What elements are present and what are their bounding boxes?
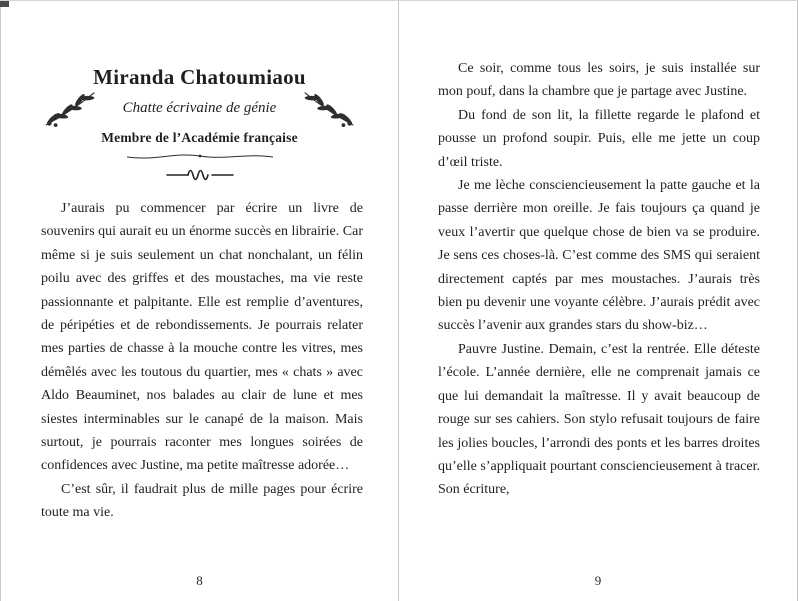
chapter-subtitle: Chatte écrivaine de génie: [122, 100, 277, 116]
paragraph: Pauvre Justine. Demain, c’est la rentrée. Elle déteste l’école. L’année dernière, elle ne comprenait jamais ce que lui demandait la maîtresse. Il y avait beaucoup de rouge sur ses cahiers. Son stylo refusait toujours de faire les jolies boucles, l’arrondi des ponts et les barres droites qu’elle s’appliquait pourtant consciencieusement à tracer. Son écriture,: [438, 341, 760, 498]
olive-branch-right-icon: [302, 87, 356, 129]
page-body-right: [438, 57, 760, 502]
paragraph: Je me lèche consciencieusement la patte gauche et la passe derrière mon oreille. Je fais toujours ça quand je veux l’avertir que quelque chose de bien va se produire. Je sens ces choses-là. C’est comme des SMS qui seraient directement captés par mes moustaches. J’aurais très bien pu devenir une voyante célèbre. J’aurais prédit avec succès l’avenir aux grandes stars du show-biz…: [438, 178, 760, 334]
page-number-left: 8: [196, 573, 203, 588]
chapter-header: [1, 65, 398, 157]
paragraph: J’aurais pu commencer par écrire un livre de souvenirs qui aurait eu un énorme succès en librairie. Car même si je suis seulement un chat nonchalant, un félin poilu avec des griffes et des moustaches, ma vie reste passionnante et palpitante. Elle est remplie d’aventures, de péripéties et de rebondissements. Je pourrais relater mes parties de chasse à la mouche contre les vitres, mes démêlés avec les toutous du quartier, mes « chats » avec Aldo Beauminet, nos balades au clair de lune et mes siestes interminables sur le canapé de la maison. Mais surtout, je pourrais raconter mes longues soirées de confidences avec Justine, ma petite maîtresse adorée…: [41, 201, 363, 474]
page-number-right: 9: [594, 573, 602, 588]
page-body-left: [41, 197, 363, 525]
olive-branch-left-icon: [43, 87, 97, 129]
rope-knot-divider-icon: [1, 167, 398, 188]
page-left: [0, 1, 399, 601]
page-right: [399, 1, 798, 601]
paragraph: Ce soir, comme tous les soirs, je suis installée sur mon pouf, dans la chambre que je partage avec Justine.: [438, 61, 760, 100]
corner-mark: [0, 1, 9, 7]
paragraph: Du fond de son lit, la fillette regarde le plafond et pousse un profond soupir. Puis, elle me jette un coup d’œil triste.: [438, 107, 760, 170]
chapter-title: Miranda Chatoumiaou: [93, 65, 306, 89]
flourish-underline-icon: [125, 148, 275, 157]
chapter-membership: Membre de l’Académie française: [101, 130, 298, 145]
paragraph: C’est sûr, il faudrait plus de mille pages pour écrire toute ma vie.: [41, 481, 363, 521]
